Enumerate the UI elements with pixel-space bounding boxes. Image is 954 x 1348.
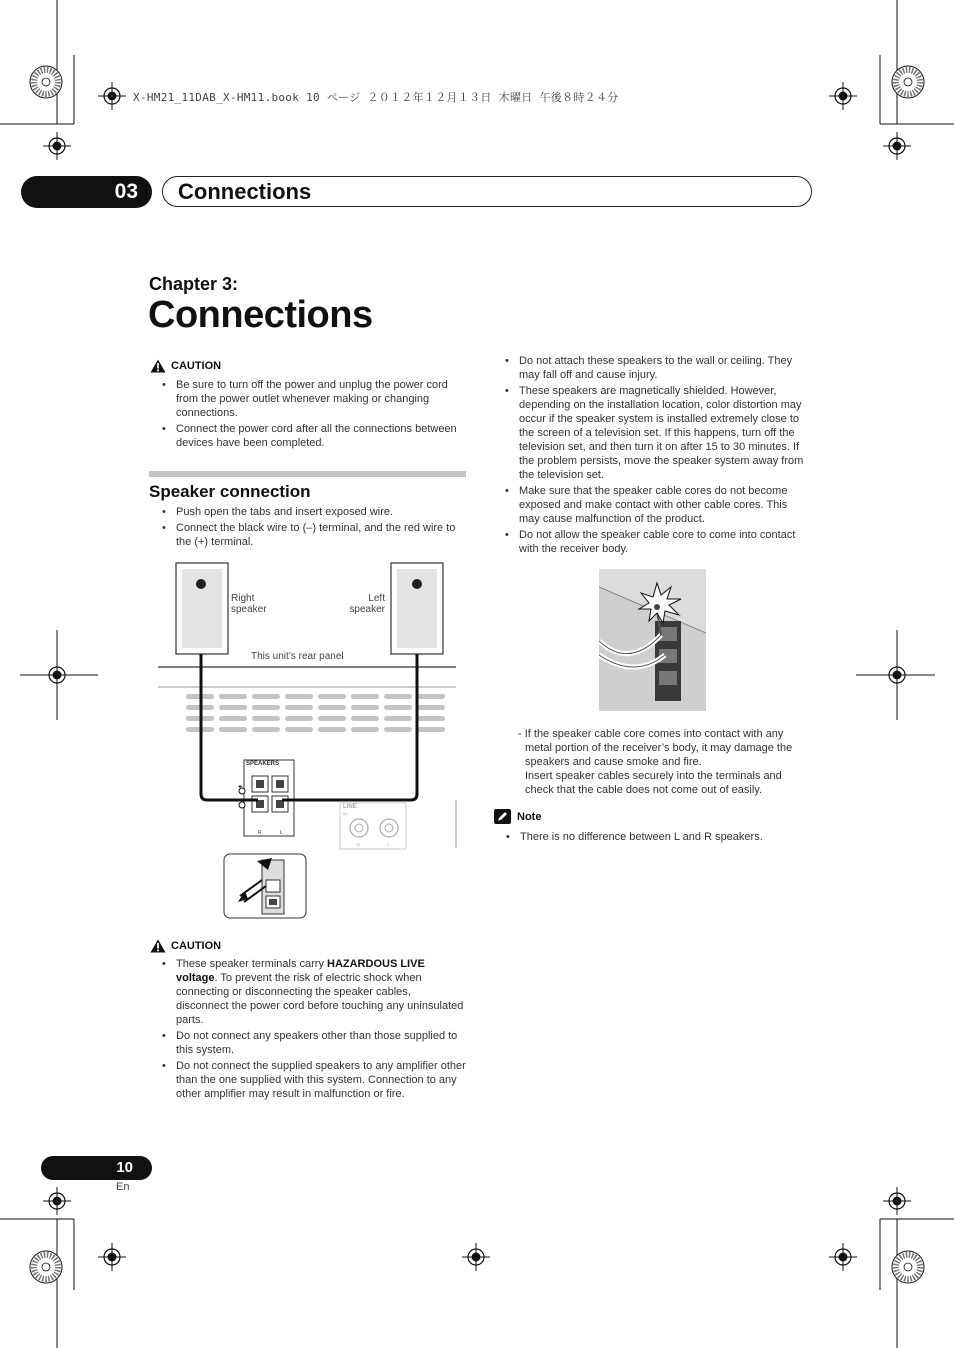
list-item: • Do not connect the supplied speakers to any amplifier other than the one supplied with this system. Connection to any other amplifier may result in malfunction or fire.: [150, 1059, 466, 1101]
terminal-zoom-inset: [224, 854, 306, 918]
cable-contact-illustration: [599, 569, 706, 711]
warning-icon: [150, 359, 166, 373]
left-speaker-label: Left speaker: [349, 593, 385, 615]
warning-icon: [150, 939, 166, 953]
section-title: Speaker connection: [149, 482, 311, 501]
caution-heading: CAUTION: [150, 939, 466, 953]
left-speaker-illustration: [391, 563, 443, 654]
speaker-wiring-diagram: [150, 558, 460, 922]
chapter-label: Chapter 3:: [149, 274, 239, 294]
chapter-number-badge: 03: [21, 176, 152, 208]
chapter-title: Connections: [148, 294, 373, 336]
line-in-r-label: R: [357, 842, 360, 847]
list-item: • Do not allow the speaker cable core to come into contact with the receiver body.: [493, 528, 811, 556]
vent-slots: [186, 694, 445, 732]
terminal-l-label: L: [280, 830, 283, 836]
right-column-list: [493, 354, 811, 558]
section-divider: [149, 471, 466, 477]
note-heading: Note: [494, 809, 810, 824]
caution-bottom: [150, 939, 466, 1103]
speaker-terminal-block: [239, 760, 294, 836]
list-item: • Be sure to turn off the power and unplug the power cord from the power outlet whenever making or changing connections.: [150, 378, 466, 420]
speakers-terminal-label: SPEAKERS: [246, 761, 280, 767]
line-in-l-label: L: [387, 842, 390, 847]
list-item: • Make sure that the speaker cable cores do not become exposed and make contact with other cable cores. This may cause malfunction of the product.: [493, 484, 811, 526]
plus-sign: +: [238, 784, 243, 791]
line-in-sublabel: IN: [343, 811, 347, 816]
page-number-badge: 10: [41, 1156, 152, 1180]
list-item: • Connect the black wire to (–) terminal, and the red wire to the (+) terminal.: [150, 521, 466, 549]
list-item: • There is no difference between L and R speakers.: [494, 830, 810, 844]
speaker-connection-steps: [150, 505, 466, 551]
line-in-label: LINE: [343, 804, 357, 810]
terminal-r-label: R: [258, 830, 262, 836]
list-item: • Do not attach these speakers to the wall or ceiling. They may fall off and cause injury.: [493, 354, 811, 382]
right-speaker-label: Right speaker: [231, 593, 267, 615]
list-item: • These speakers are magnetically shielded. However, depending on the installation location, color distortion may occur if the speaker system is installed extremely close to the screen of a television set. If this happens, turn off the television set, and then turn it on after 15 to 30 minutes. If the problem persists, move the speaker system away from the television set.: [493, 384, 811, 482]
note-pencil-icon: [494, 809, 511, 824]
print-header: X-HM21_11DAB_X-HM11.book 10 ページ ２０１２年１２月１３日 木曜日 午後８時２４分: [133, 91, 619, 104]
minus-sign: –: [238, 798, 242, 805]
chapter-bar-title: Connections: [178, 179, 312, 204]
list-item: • These speaker terminals carry HAZARDOUS LIVE voltage. To prevent the risk of electric shock when connecting or disconnecting the speaker cables, disconnect the power cord before touching any uninsulated parts.: [150, 957, 466, 1027]
note-section: [494, 809, 810, 846]
page-language: En: [116, 1181, 130, 1193]
list-item: • Push open the tabs and insert exposed wire.: [150, 505, 466, 519]
contact-warning-note: - If the speaker cable core comes into contact with any metal portion of the receiver’s body, it may damage the speakers and cause smoke and fire. Insert speaker cables securely into the terminals and check that the cable does not come out of easily.: [518, 728, 793, 796]
rear-panel-label: This unit’s rear panel: [251, 651, 344, 662]
list-item: • Do not connect any speakers other than those supplied to this system.: [150, 1029, 466, 1057]
list-item: • Connect the power cord after all the connections between devices have been completed.: [150, 422, 466, 450]
right-speaker-illustration: [176, 563, 228, 654]
caution-heading: CAUTION: [150, 359, 466, 373]
caution-top: [150, 359, 466, 452]
